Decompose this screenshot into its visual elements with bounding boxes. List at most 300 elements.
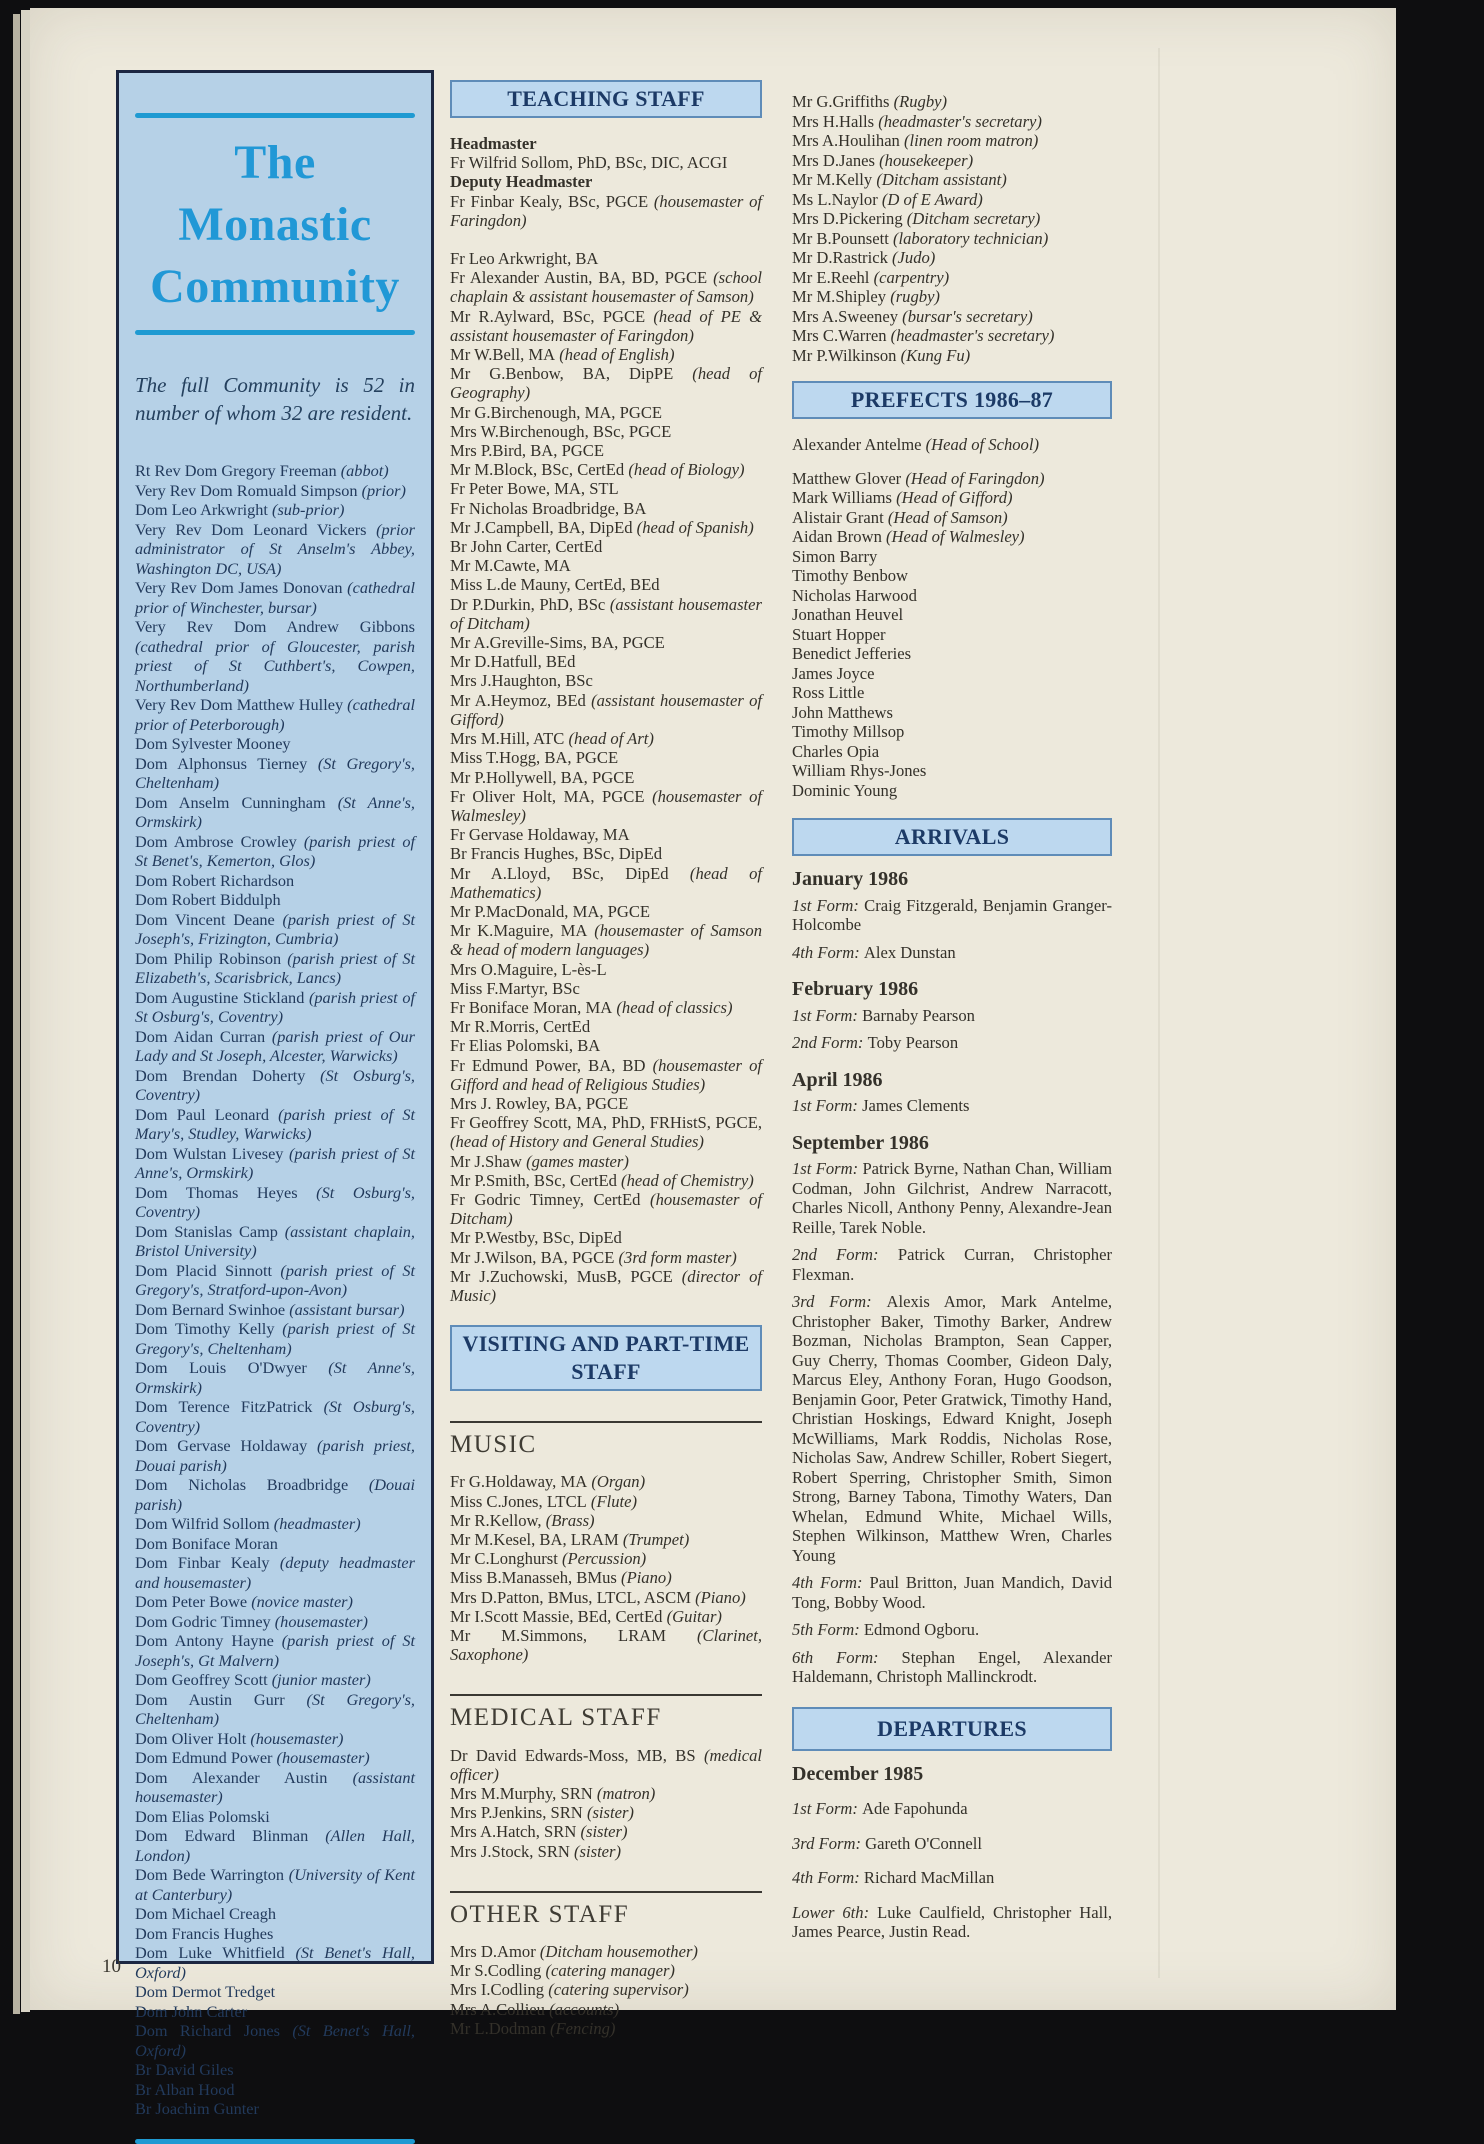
- form-label: 5th Form:: [792, 1620, 864, 1639]
- form-names: Toby Pearson: [867, 1033, 959, 1052]
- title-line: The: [234, 136, 316, 189]
- person-name: Dom Vincent Deane: [135, 909, 275, 929]
- month-block: [792, 870, 1112, 962]
- person-description: (parish priest of St Mary's, Studley, Warwicks): [135, 1104, 415, 1143]
- form-label: 1st Form:: [792, 895, 865, 915]
- person-name: Br Francis Hughes, BSc, DipEd: [450, 844, 663, 864]
- person-description: (head of classics): [612, 997, 733, 1017]
- person-description: (head of Mathematics): [450, 863, 762, 902]
- person-name: Mrs M.Murphy, SRN: [450, 1784, 593, 1804]
- person-description: (head of English): [555, 345, 675, 365]
- list-item: [450, 537, 762, 556]
- person-name: Mrs H.Halls: [792, 111, 875, 131]
- person-name: Mr J.Zuchowski, MusB, PGCE: [450, 1266, 673, 1286]
- person-description: (parish priest of St Gregory's, Cheltenham): [135, 1319, 415, 1358]
- person-name: Mr M.Simmons, LRAM: [450, 1626, 666, 1646]
- form-label: 1st Form:: [792, 1159, 863, 1178]
- person-description: (head of History and General Studies): [450, 1132, 704, 1152]
- person-name: Mrs D.Patton, BMus, LTCL, ASCM: [450, 1587, 691, 1607]
- person-name: Dom Wilfrid Sollom: [135, 1514, 270, 1533]
- list-item: [450, 1267, 762, 1305]
- person-name: Dom Peter Bowe: [135, 1592, 248, 1611]
- person-description: (abbot): [336, 461, 389, 480]
- person-name: Br John Carter, CertEd: [450, 537, 603, 557]
- person-description: (medical officer): [450, 1745, 762, 1784]
- person-name: Mr J.Campbell, BA, DipEd: [450, 517, 633, 537]
- person-name: Dom Timothy Kelly: [135, 1319, 275, 1338]
- medical-section: [450, 1694, 762, 1860]
- month-heading: January 1986: [792, 868, 909, 890]
- person-description: (parish priest of St Gregory's, Stratford-upon-Avon): [135, 1260, 415, 1299]
- person-description: (Fencing): [545, 2018, 616, 2038]
- person-name: Br David Giles: [135, 2060, 234, 2079]
- person-name: Mrs I.Codling: [450, 1980, 545, 2000]
- medical-heading: MEDICAL STAFF: [450, 1704, 662, 1732]
- person-description: (St Osburg's, Coventry): [135, 1182, 415, 1221]
- form-names: Alexis Amor, Mark Antelme, Christopher Baker, Timothy Barker, Andrew Bozman, Nicholas Brampton, Sean Capper, Guy Cherry, Thomas Coomber, Gideon Daly, Marcus Eley, Anthony Foran, Hugo Goodson, Benjamin Goor, Peter Gratwick, Timothy Hand, Christian Hoskings, Edward Knight, Joseph McWilliams, Mark Roddis, Nicholas Rose, Nicholas Saw, Andrew Schiller, Robert Siegert, Robert Sperring, Christopher Smith, Simon Strong, Barney Tabona, Timothy Waters, Dan Whelan, Edmund White, Michael Wills, Stephen Wilkinson, Matthew Wren, Charles Young: [792, 1292, 1112, 1565]
- person-name: Br Joachim Gunter: [135, 2099, 259, 2118]
- person-name: Dom Michael Creagh: [135, 1904, 277, 1923]
- list-item: [792, 644, 1112, 664]
- person-description: (cathedral prior of Winchester, bursar): [135, 578, 415, 617]
- list-item: [450, 1171, 762, 1190]
- person-name: Dom Gervase Holdaway: [135, 1436, 308, 1455]
- person-description: (Guitar): [662, 1606, 722, 1626]
- list-item: [135, 1690, 415, 1729]
- person-description: (head of PE & assistant housemaster of Faringdon): [450, 306, 763, 345]
- person-name: Mrs M.Hill, ATC: [450, 729, 565, 749]
- list-item: [135, 1670, 415, 1690]
- person-name: Dom Augustine Stickland: [135, 987, 305, 1007]
- person-description: (catering manager): [541, 1961, 675, 1981]
- list-item: [450, 1607, 762, 1626]
- list-item: [450, 1549, 762, 1568]
- person-name: John Matthews: [792, 702, 893, 722]
- person-description: (Kung Fu): [896, 345, 971, 365]
- visiting-staff-header: VISITING AND PART-TIME STAFF: [450, 1325, 762, 1391]
- list-item: [135, 1534, 415, 1554]
- person-name: Mr M.Kelly: [792, 170, 873, 189]
- list-item: [135, 754, 415, 793]
- person-description: (housemaster of Gifford and head of Religious Studies): [450, 1055, 762, 1094]
- person-name: Mr D.Rastrick: [792, 248, 888, 267]
- person-description: (parish priest of St Anne's, Ormskirk): [135, 1143, 415, 1182]
- person-description: (parish priest of St Osburg's, Coventry): [135, 987, 415, 1026]
- person-name: Mr R.Aylward, BSc, PGCE: [450, 306, 646, 326]
- person-description: (St Benet's Hall, Oxford): [135, 2021, 416, 2060]
- person-description: (linen room matron): [899, 131, 1039, 150]
- person-name: Dom Brendan Doherty: [135, 1065, 306, 1085]
- person-description: (housekeeper): [874, 150, 974, 170]
- person-name: Fr Gervase Holdaway, MA: [450, 825, 630, 845]
- person-name: Mr M.Kesel, BA, LRAM: [450, 1530, 619, 1549]
- list-item: [450, 1113, 762, 1151]
- list-item: [450, 364, 762, 402]
- person-description: (matron): [592, 1784, 656, 1804]
- list-item: [450, 844, 762, 863]
- form-entry: [792, 1573, 1112, 1612]
- list-item: [135, 1904, 415, 1924]
- list-item: [135, 1924, 415, 1944]
- person-name: Mrs J.Stock, SRN: [450, 1841, 570, 1861]
- person-name: Mr K.Maguire, MA: [450, 921, 588, 941]
- month-heading: February 1986: [792, 978, 919, 1000]
- list-item: [450, 1492, 762, 1511]
- person-name: Mr G.Birchenough, MA, PGCE: [450, 402, 663, 422]
- person-description: (Piano): [690, 1587, 746, 1607]
- form-entry: [792, 1799, 1112, 1819]
- person-description: (Head of Walmesley): [881, 527, 1025, 546]
- list-item: [450, 345, 762, 364]
- person-description: (sister): [582, 1803, 634, 1823]
- list-item: [450, 652, 762, 671]
- form-names: James Clements: [862, 1096, 970, 1115]
- person-name: Dr David Edwards-Moss, MB, BS: [450, 1745, 696, 1765]
- person-name: Dom Elias Polomski: [135, 1806, 270, 1826]
- person-name: Alexander Antelme: [792, 435, 922, 454]
- form-entry: [792, 1159, 1112, 1237]
- person-name: Mr P.Westby, BSc, DipEd: [450, 1228, 622, 1248]
- list-item: [135, 1066, 415, 1105]
- other-staff-continued-list: [792, 92, 1112, 365]
- form-entry: [792, 943, 1112, 963]
- list-item: [450, 1511, 762, 1530]
- list-item: [792, 287, 1112, 307]
- list-item: [135, 1768, 415, 1807]
- title-line: Community: [150, 260, 400, 313]
- person-name: Dom Bede Warrington: [135, 1865, 285, 1884]
- list-item: [135, 1748, 415, 1768]
- person-name: Mr C.Longhurst: [450, 1549, 558, 1569]
- form-names: Alex Dunstan: [863, 942, 956, 962]
- other-staff-heading: OTHER STAFF: [450, 1900, 630, 1928]
- section-divider: [450, 1891, 762, 1893]
- person-description: (housemaster of Ditcham): [450, 1189, 762, 1229]
- person-description: (Ditcham assistant): [872, 170, 1007, 189]
- form-entry: [792, 1096, 1112, 1116]
- person-name: Mrs A.Hatch, SRN: [450, 1822, 577, 1842]
- person-name: Dom Ambrose Crowley: [135, 831, 297, 851]
- form-label: 1st Form:: [792, 1005, 863, 1025]
- person-name: Mark Williams: [792, 488, 892, 507]
- list-item: [450, 479, 762, 498]
- person-name: Fr Godric Timney, CertEd: [450, 1189, 641, 1209]
- person-name: Mr G.Benbow, BA, DipPE: [450, 364, 674, 384]
- month-block: [792, 1068, 1112, 1116]
- person-name: Fr Edmund Power, BA, BD: [450, 1055, 646, 1075]
- form-names: Craig Fitzgerald, Benjamin Granger-Holcombe: [792, 895, 1113, 934]
- person-description: (Trumpet): [618, 1530, 690, 1549]
- form-entry: [792, 1033, 1112, 1053]
- form-label: 2nd Form:: [792, 1245, 898, 1264]
- panel-top-rule: [135, 113, 415, 118]
- form-names: Edmond Ogboru.: [863, 1620, 980, 1639]
- form-label: Lower 6th:: [792, 1902, 878, 1922]
- person-name: Fr Oliver Holt, MA, PGCE: [450, 786, 645, 806]
- list-item: [792, 229, 1112, 249]
- list-item: [450, 575, 762, 594]
- list-item: [450, 1472, 762, 1491]
- list-item: [450, 671, 762, 690]
- list-item: [450, 1190, 762, 1228]
- list-item: [792, 469, 1112, 489]
- form-entry: [792, 1245, 1112, 1284]
- form-names: Luke Caulfield, Christopher Hall, James Pearce, Justin Read.: [792, 1902, 1112, 1941]
- person-description: (junior master): [267, 1670, 371, 1689]
- month-block: [792, 1131, 1112, 1687]
- list-item: [135, 1319, 415, 1358]
- person-name: Mrs O.Maguire, L-ès-L: [450, 959, 607, 979]
- person-description: (assistant bursar): [285, 1299, 405, 1319]
- list-item: [792, 307, 1112, 327]
- person-name: Mr M.Cawte, MA: [450, 556, 571, 576]
- person-description: (head of Spanish): [632, 517, 754, 537]
- person-name: Stuart Hopper: [792, 624, 886, 644]
- list-item: [450, 960, 762, 979]
- list-item: [450, 979, 762, 998]
- list-item: [450, 1842, 762, 1861]
- person-name: Dom Geoffrey Scott: [135, 1670, 268, 1689]
- person-name: Dom Thomas Heyes: [135, 1182, 298, 1202]
- person-name: Mr M.Block, BSc, CertEd: [450, 460, 625, 480]
- form-label: 3rd Form:: [792, 1292, 887, 1311]
- person-name: Mr G.Griffiths: [792, 92, 890, 111]
- person-description: (sister): [576, 1822, 628, 1842]
- list-item: [792, 664, 1112, 684]
- person-name: Dom Aidan Curran: [135, 1026, 266, 1046]
- list-item: [450, 998, 762, 1017]
- person-description: (prior administrator of St Anselm's Abbey, Washington DC, USA): [135, 519, 415, 578]
- person-description: (housemaster): [270, 1611, 368, 1631]
- list-item: [450, 748, 762, 767]
- person-name: Dom Leo Arkwright: [135, 500, 268, 519]
- form-entry: [792, 1292, 1112, 1565]
- page-crease: [1158, 48, 1160, 1978]
- person-name: Dom Bernard Swinhoe: [135, 1299, 286, 1319]
- list-item: [450, 422, 762, 441]
- person-name: Miss F.Martyr, BSc: [450, 978, 580, 998]
- list-item: [135, 1397, 415, 1436]
- list-item: [792, 527, 1112, 547]
- form-entry: [792, 1868, 1112, 1888]
- person-name: Mrs W.Birchenough, BSc, PGCE: [450, 421, 672, 441]
- person-name: Fr Boniface Moran, MA: [450, 997, 613, 1017]
- list-item: [792, 209, 1112, 229]
- list-item: [450, 2000, 762, 2019]
- person-name: Dom Dermot Tredget: [135, 1982, 276, 2001]
- person-name: Mrs A.Sweeney: [792, 306, 899, 326]
- person-name: Mr L.Dodman: [450, 2018, 546, 2038]
- form-label: 2nd Form:: [792, 1033, 868, 1052]
- list-item: [792, 508, 1112, 528]
- person-description: (Piano): [616, 1568, 672, 1588]
- person-name: Aidan Brown: [792, 527, 882, 546]
- person-description: (St Gregory's, Cheltenham): [135, 753, 415, 792]
- month-block: [792, 980, 1112, 1053]
- person-description: (head of Art): [564, 729, 654, 749]
- person-description: (parish priest, Douai parish): [135, 1436, 416, 1475]
- person-name: Timothy Benbow: [792, 566, 909, 585]
- list-item: [792, 488, 1112, 508]
- form-entry: [792, 1006, 1112, 1026]
- middle-column: [450, 80, 762, 2038]
- person-description: (parish priest of St Elizabeth's, Scarisbrick, Lancs): [135, 948, 415, 987]
- list-item: [450, 1942, 762, 1961]
- person-name: Dom Finbar Kealy: [135, 1553, 270, 1572]
- person-description: (carpentry): [869, 267, 950, 287]
- person-description: (Brass): [541, 1510, 595, 1530]
- list-item: [135, 949, 415, 988]
- person-name: Ms L.Naylor: [792, 189, 878, 209]
- person-name: Matthew Glover: [792, 468, 902, 488]
- list-item: [450, 768, 762, 787]
- list-item: [450, 1822, 762, 1841]
- form-entry: [792, 1648, 1112, 1687]
- list-item: [135, 1943, 415, 1982]
- person-name: Dom Robert Richardson: [135, 870, 295, 890]
- form-entry: [792, 1834, 1112, 1854]
- person-name: Mr A.Greville-Sims, BA, PGCE: [450, 633, 665, 653]
- list-item: [450, 1017, 762, 1036]
- list-item: [450, 556, 762, 575]
- person-name: Fr G.Holdaway, MA: [450, 1472, 588, 1492]
- person-description: (director of Music): [450, 1266, 762, 1305]
- person-name: Dom Francis Hughes: [135, 1923, 274, 1943]
- person-name: Miss L.de Mauny, CertEd, BEd: [450, 575, 660, 595]
- person-name: Benedict Jefferies: [792, 644, 912, 663]
- list-item: [135, 1865, 415, 1904]
- list-item: [135, 988, 415, 1027]
- person-name: Mr E.Reehl: [792, 267, 870, 287]
- person-description: (Rugby): [889, 92, 948, 111]
- person-name: Dom Alexander Austin: [135, 1767, 328, 1787]
- person-name: Mr R.Kellow,: [450, 1510, 542, 1530]
- list-item: [135, 1826, 415, 1865]
- teaching-staff-list: [450, 134, 762, 1305]
- person-description: (Organ): [587, 1472, 646, 1492]
- person-description: (housemaster of Samson & head of modern languages): [450, 921, 762, 960]
- person-description: (Head of Faringdon): [901, 468, 1045, 488]
- person-name: Dom Edward Blinman: [135, 1826, 309, 1845]
- person-description: (novice master): [247, 1592, 353, 1611]
- person-name: Mr B.Pounsett: [792, 228, 889, 248]
- person-name: Dom Godric Timney: [135, 1611, 271, 1631]
- person-description: (assistant housemaster of Ditcham): [450, 594, 762, 633]
- music-section: [450, 1421, 762, 1664]
- list-item: [792, 586, 1112, 606]
- person-description: (parish priest of St Joseph's, Frizington, Cumbria): [135, 909, 415, 948]
- list-item: [135, 890, 415, 910]
- list-item: [792, 248, 1112, 268]
- person-name: Dom Sylvester Mooney: [135, 734, 291, 753]
- form-entry: [792, 896, 1112, 935]
- person-name: Mr S.Codling: [450, 1961, 542, 1981]
- arrivals-header: ARRIVALS: [792, 818, 1112, 856]
- list-item: [792, 781, 1112, 801]
- person-name: Dom Robert Biddulph: [135, 890, 281, 909]
- monastic-member-list: [135, 461, 415, 2119]
- list-item: [450, 595, 762, 633]
- person-description: (headmaster's secretary): [874, 111, 1042, 131]
- list-item: [135, 481, 415, 501]
- list-item: [450, 1961, 762, 1980]
- list-item: [792, 151, 1112, 171]
- teaching-staff-header: TEACHING STAFF: [450, 80, 762, 118]
- person-name: Miss C.Jones, LTCL: [450, 1491, 587, 1511]
- person-name: Rt Rev Dom Gregory Freeman: [135, 461, 337, 480]
- list-item: [450, 787, 762, 825]
- person-description: (Flute): [586, 1491, 638, 1511]
- section-divider: [450, 1694, 762, 1696]
- form-entry: [792, 1620, 1112, 1640]
- list-item: [135, 1436, 415, 1475]
- list-item: [450, 1248, 762, 1267]
- person-name: Mrs D.Amor: [450, 1942, 536, 1962]
- person-name: Simon Barry: [792, 546, 878, 566]
- form-names: Patrick Curran, Christopher Flexman.: [792, 1245, 1112, 1284]
- list-item: [792, 346, 1112, 366]
- form-label: 4th Form:: [792, 1573, 870, 1592]
- form-label: 4th Form:: [792, 1868, 864, 1887]
- page-stack-edge: [21, 10, 30, 2012]
- person-description: (head of Chemistry): [616, 1170, 754, 1190]
- arrivals-months: [792, 870, 1112, 1687]
- person-name: Miss B.Manasseh, BMus: [450, 1568, 617, 1588]
- person-description: (Ditcham housemother): [535, 1942, 698, 1962]
- person-description: (deputy headmaster and housemaster): [135, 1553, 415, 1592]
- list-item: [135, 832, 415, 871]
- person-name: Mr J.Shaw: [450, 1151, 522, 1171]
- community-intro: The full Community is 52 in number of whom 32 are resident.: [135, 373, 415, 425]
- list-item: [450, 1036, 762, 1055]
- page-number: 10: [102, 1956, 121, 1977]
- person-name: Fr Finbar Kealy, BSc, PGCE: [450, 191, 649, 211]
- prefects-list: [792, 435, 1112, 800]
- person-description: (catering supervisor): [544, 1980, 689, 2000]
- form-entry: [792, 1903, 1112, 1942]
- form-names: Gareth O'Connell: [865, 1833, 982, 1853]
- list-item: [135, 1592, 415, 1612]
- list-item: [135, 1612, 415, 1632]
- person-name: Dom Alphonsus Tierney: [135, 753, 308, 773]
- list-item: [792, 742, 1112, 762]
- person-description: (head of Biology): [624, 460, 745, 480]
- monastic-community-panel: [116, 70, 434, 2118]
- person-description: (Allen Hall, London): [135, 1826, 415, 1865]
- list-item: [135, 1183, 415, 1222]
- form-label: 1st Form:: [792, 1096, 863, 1115]
- person-description: (headmaster's secretary): [886, 326, 1055, 345]
- person-name: Fr Geoffrey Scott, MA, PhD, FRHistS, PGCE,: [450, 1113, 762, 1133]
- list-item: [135, 1475, 415, 1514]
- person-description: (sister): [569, 1841, 622, 1861]
- list-item: [135, 1144, 415, 1183]
- person-name: Br Alban Hood: [135, 2079, 235, 2099]
- person-name: Very Rev Dom Andrew Gibbons: [135, 617, 415, 636]
- month-heading: September 1986: [792, 1131, 929, 1154]
- person-description: (Head of School): [921, 435, 1039, 454]
- list-item: [135, 2099, 415, 2119]
- list-item: [792, 92, 1112, 112]
- person-name: Dom Anselm Cunningham: [135, 792, 326, 812]
- role-label: Deputy Headmaster: [450, 172, 593, 192]
- person-description: (Douai parish): [135, 1475, 415, 1514]
- right-column: [792, 92, 1112, 1942]
- person-description: (cathedral prior of Gloucester, parish priest of St Cuthbert's, Cowpen, Northumberland): [135, 636, 415, 695]
- person-description: (housemaster of Walmesley): [450, 786, 762, 825]
- person-name: Mr P.MacDonald, MA, PGCE: [450, 901, 651, 921]
- list-item: [135, 1729, 415, 1749]
